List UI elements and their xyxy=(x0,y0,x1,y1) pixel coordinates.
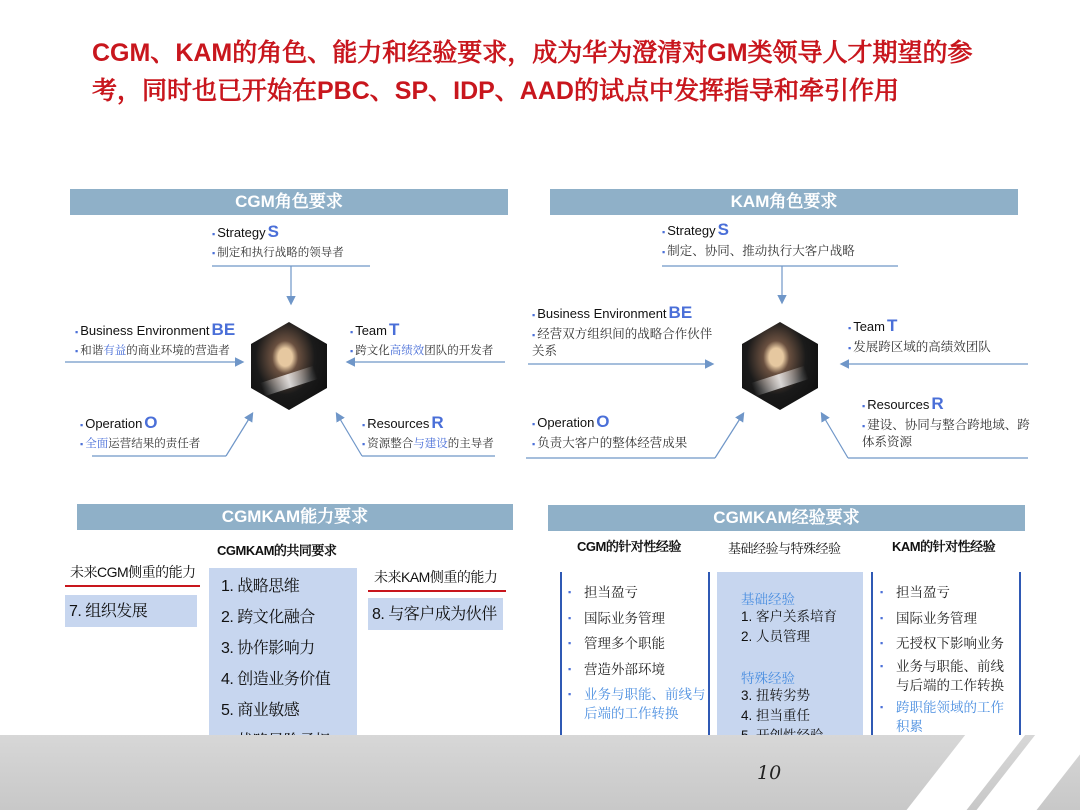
experience-item: 2. 人员管理 xyxy=(741,629,811,644)
kam-ability-divider xyxy=(368,590,506,592)
experience-item: ▪ 国际业务管理 xyxy=(880,606,1016,632)
common-requirements-label: CGMKAM的共同要求 xyxy=(217,543,337,558)
experience-item: ▪ 国际业务管理 xyxy=(568,606,706,632)
cgm-strategy: ▪ Strategy S ▪ 制定和执行战略的领导者 xyxy=(212,222,344,259)
cgm-experience-list xyxy=(568,580,706,723)
page-number: 10 xyxy=(757,762,782,784)
leader-photo-cgm xyxy=(251,322,327,410)
page-title: CGM、KAM的角色、能力和经验要求，成为华为澄清对GM类领导人才期望的参考，同时也已开始在PBC、SP、IDP、AAD的试点中发挥指导和牵引作用 xyxy=(92,39,973,105)
experience-header: CGMKAM经验要求 xyxy=(548,505,1025,531)
experience-item: ▪ 管理多个职能 xyxy=(568,631,706,657)
kam-experience-list xyxy=(880,580,1016,736)
experience-item: 1. 客户关系培育 xyxy=(741,609,838,624)
ability-item: 3. 协作影响力 xyxy=(221,640,315,657)
cgm-team: ▪ Team T ▪ 跨文化高绩效团队的开发者 xyxy=(350,320,494,357)
common-ability-box xyxy=(209,568,357,756)
cgm-ability-label: 未来CGM侧重的能力 xyxy=(70,564,196,580)
cgm-operation: ▪ Operation O ▪ 全面运营结果的责任者 xyxy=(80,413,201,450)
cgm-role-header: CGM角色要求 xyxy=(70,189,508,215)
mid-experience-header: 基础经验与特殊经验 xyxy=(728,541,841,556)
experience-item: ▪ 业务与职能、前线与后端的工作转换 xyxy=(880,657,1016,695)
leader-photo-kam xyxy=(742,322,818,410)
experience-item: ▪ 担当盈亏 xyxy=(568,580,706,606)
base-experience-list xyxy=(741,607,837,647)
cgm-ability-divider xyxy=(65,585,200,587)
cgm-resources: ▪ Resources R ▪ 资源整合与建设的主导者 xyxy=(362,413,494,450)
kam-experience-header: KAM的针对性经验 xyxy=(892,539,996,554)
kam-team: ▪ Team T ▪ 发展跨区域的高绩效团队 xyxy=(848,316,991,354)
cgm-business-environment: ▪ Business Environment BE ▪ 和谐有益的商业环境的营造者 xyxy=(75,320,236,357)
kam-business-environment: ▪ Business Environment BE ▪ 经营双方组织间的战略合作伙伴关系 xyxy=(532,303,713,358)
kam-ability-box xyxy=(368,598,503,630)
base-experience-title: 基础经验 xyxy=(741,592,795,607)
common-ability-list xyxy=(221,571,357,757)
experience-item: ▪ 担当盈亏 xyxy=(880,580,1016,606)
ability-item: 1. 战略思维 xyxy=(221,578,300,595)
kam-ability-label: 未来KAM侧重的能力 xyxy=(374,569,498,585)
special-experience-title: 特殊经验 xyxy=(741,671,795,686)
kam-role-header: KAM角色要求 xyxy=(550,189,1018,215)
experience-item: 4. 担当重任 xyxy=(741,708,811,723)
kam-strategy: ▪ Strategy S ▪ 制定、协同、推动执行大客户战略 xyxy=(662,220,855,258)
cgm-experience-header: CGM的针对性经验 xyxy=(577,539,681,554)
experience-item: ▪ 无授权下影响业务 xyxy=(880,631,1016,657)
ability-item: 4. 创造业务价值 xyxy=(221,671,331,688)
cgm-ability-item: 7. 组织发展 xyxy=(69,603,148,620)
experience-item: 3. 扭转劣势 xyxy=(741,688,811,703)
ability-item: 5. 商业敏感 xyxy=(221,702,300,719)
experience-item: ▪ 业务与职能、前线与后端的工作转换 xyxy=(568,685,706,723)
experience-item: ▪ 跨职能领域的工作积累 xyxy=(880,698,1016,736)
experience-item: ▪ 营造外部环境 xyxy=(568,657,706,683)
kam-resources: ▪ Resources R ▪ 建设、协同与整合跨地域、跨体系资源 xyxy=(862,394,1030,449)
kam-ability-item: 8. 与客户成为伙伴 xyxy=(372,606,497,623)
ability-header: CGMKAM能力要求 xyxy=(77,504,513,530)
kam-operation: ▪ Operation O ▪ 负责大客户的整体经营成果 xyxy=(532,412,688,450)
cgm-ability-box xyxy=(65,595,197,627)
ability-item: 2. 跨文化融合 xyxy=(221,609,315,626)
